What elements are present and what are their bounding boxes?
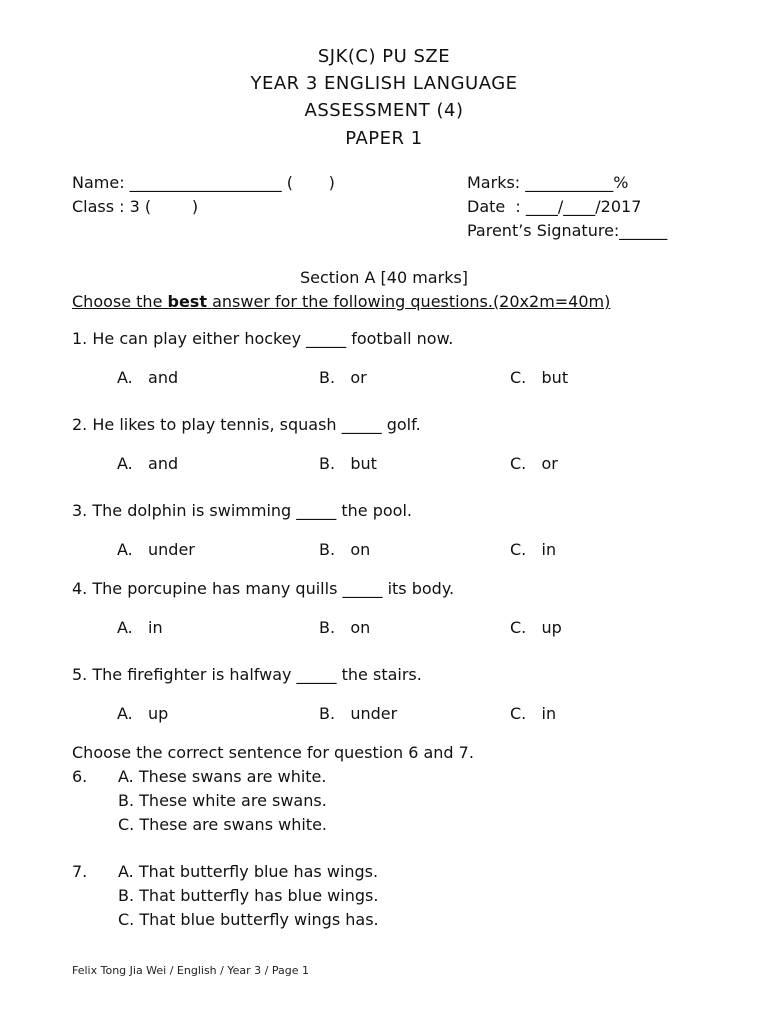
parent-signature-field: Parent’s Signature:______ [467, 221, 668, 240]
class-field: Class : 3 ( ) [72, 197, 199, 216]
date-field: Date : ____/____/2017 [467, 197, 642, 216]
q5-option-b: B. under [319, 704, 398, 723]
q6-option-c: C. These are swans white. [118, 815, 327, 834]
paper-title: PAPER 1 [345, 128, 423, 149]
q7-option-a: A. That butterfly blue has wings. [118, 862, 379, 881]
q3-option-c: C. in [510, 540, 557, 559]
q5-option-c: C. in [510, 704, 557, 723]
q2-option-c: C. or [510, 454, 558, 473]
q7-option-b: B. That butterfly has blue wings. [118, 886, 379, 905]
q2-option-b: B. but [319, 454, 377, 473]
question-6-number: 6. [72, 767, 88, 786]
assessment-title: ASSESSMENT (4) [304, 100, 464, 121]
question-2: 2. He likes to play tennis, squash _____ golf. [72, 415, 421, 434]
question-5: 5. The firefighter is halfway _____ the stairs. [72, 665, 422, 684]
marks-field: Marks: ___________% [467, 173, 629, 192]
q4-option-b: B. on [319, 618, 371, 637]
q3-option-b: B. on [319, 540, 371, 559]
name-field: Name: ___________________ ( ) [72, 173, 335, 192]
q7-option-c: C. That blue butterfly wings has. [118, 910, 379, 929]
q3-option-a: A. under [117, 540, 195, 559]
q6-option-b: B. These white are swans. [118, 791, 327, 810]
page-footer: Felix Tong Jia Wei / English / Year 3 / Page 1 [72, 964, 309, 977]
question-1: 1. He can play either hockey _____ football now. [72, 329, 454, 348]
question-3: 3. The dolphin is swimming _____ the pool. [72, 501, 412, 520]
q1-option-c: C. but [510, 368, 569, 387]
instruction-emphasis: best [167, 292, 207, 311]
question-7-number: 7. [72, 862, 88, 881]
q5-option-a: A. up [117, 704, 169, 723]
sentence-instruction: Choose the correct sentence for question 6 and 7. [72, 743, 474, 762]
q6-option-a: A. These swans are white. [118, 767, 327, 786]
instruction-text-end: answer for the following questions.(20x2m=40m) [206, 292, 611, 311]
q2-option-a: A. and [117, 454, 179, 473]
q1-option-b: B. or [319, 368, 367, 387]
q4-option-a: A. in [117, 618, 163, 637]
section-title: Section A [40 marks] [299, 268, 469, 287]
question-4: 4. The porcupine has many quills _____ its body. [72, 579, 455, 598]
subject-title: YEAR 3 ENGLISH LANGUAGE [250, 73, 518, 94]
instruction-text-start: Choose the [72, 292, 168, 311]
q1-option-a: A. and [117, 368, 179, 387]
q4-option-c: C. up [510, 618, 562, 637]
school-name: SJK(C) PU SZE [317, 46, 451, 67]
section-instruction [72, 292, 610, 312]
